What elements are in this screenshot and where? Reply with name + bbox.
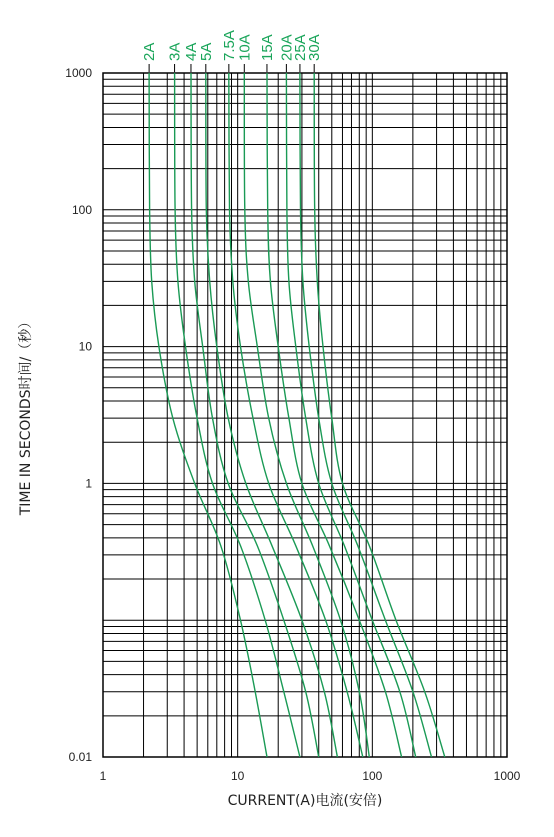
y-axis-label: TIME IN SECONDS时间/（秒） bbox=[18, 314, 34, 516]
x-tick-label: 100 bbox=[362, 769, 383, 783]
series-label-3A: 3A bbox=[166, 42, 184, 61]
y-tick-label: 100 bbox=[71, 202, 92, 217]
series-label-4A: 4A bbox=[182, 42, 200, 61]
x-tick-labels bbox=[100, 769, 521, 783]
x-tick-label: 1 bbox=[99, 769, 107, 783]
series-label-5A: 5A bbox=[197, 42, 215, 61]
y-tick-label: 0.01 bbox=[68, 750, 92, 764]
series-label-2A: 2A bbox=[141, 42, 159, 61]
series-curve-30A bbox=[314, 73, 445, 757]
y-tick-label: 10 bbox=[78, 339, 92, 354]
series-label-10A: 10A bbox=[236, 34, 254, 61]
x-axis-label: CURRENT(A)电流(安倍) bbox=[227, 793, 383, 809]
series-label-7.5A: 7.5A bbox=[220, 30, 238, 61]
y-tick-label: 1 bbox=[85, 476, 92, 491]
series-curve-10A bbox=[244, 73, 369, 757]
series-label-20A: 20A bbox=[278, 34, 296, 61]
series-labels bbox=[141, 30, 323, 72]
series-curve-4A bbox=[191, 73, 319, 757]
y-tick-labels bbox=[65, 66, 92, 764]
series-label-25A: 25A bbox=[291, 34, 309, 61]
curves bbox=[149, 73, 445, 757]
y-tick-label: 1000 bbox=[65, 66, 92, 80]
series-label-15A: 15A bbox=[258, 34, 276, 61]
series-label-30A: 30A bbox=[306, 34, 324, 61]
x-tick-label: 1000 bbox=[493, 769, 521, 783]
x-tick-label: 10 bbox=[230, 769, 245, 783]
